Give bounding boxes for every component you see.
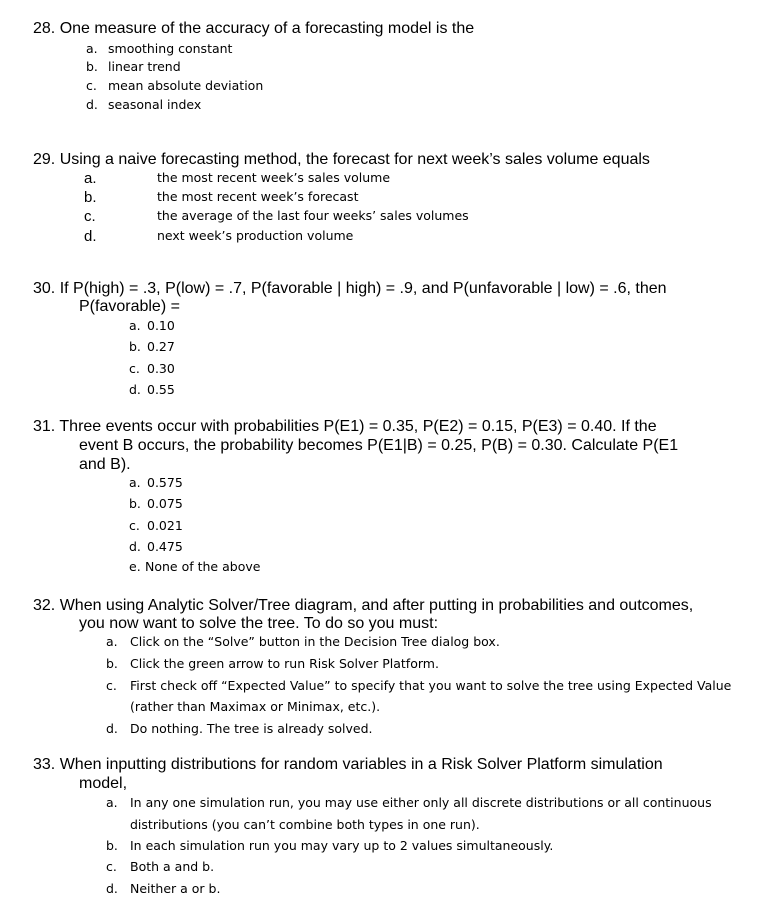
question-29-text: 29. Using a naive forecasting method, the forecast for next week’s sales volume equals bbox=[33, 151, 650, 168]
q32-option-d: d. Do nothing. The tree is already solved. bbox=[106, 721, 373, 736]
q33-option-a-continued: distributions (you can’t combine both types in one run). bbox=[130, 817, 480, 832]
q29-option-c: the average of the last four weeks’ sales volumes bbox=[157, 208, 469, 223]
q30-option-b: b. 0.27 bbox=[129, 339, 175, 354]
q33-option-b: b. In each simulation run you may vary up to 2 values simultaneously. bbox=[106, 838, 554, 853]
q30-option-d: d. 0.55 bbox=[129, 382, 175, 397]
q28-option-b: b. linear trend bbox=[86, 59, 181, 74]
q33-option-c: c. Both a and b. bbox=[106, 859, 215, 874]
q28-option-d: d. seasonal index bbox=[86, 97, 202, 112]
q29-option-d: next week’s production volume bbox=[157, 228, 354, 243]
q31-option-b: b. 0.075 bbox=[129, 496, 183, 511]
q29-option-a-label: a. bbox=[84, 170, 97, 187]
q31-option-d: d. 0.475 bbox=[129, 539, 183, 554]
q31-option-a: a. 0.575 bbox=[129, 475, 183, 490]
q29-option-b: the most recent week’s forecast bbox=[157, 189, 359, 204]
question-30-line2: P(favorable) = bbox=[79, 298, 180, 315]
q29-option-c-label: c. bbox=[84, 208, 96, 225]
q32-option-c: c. First check off “Expected Value” to specify that you want to solve the tree using Expected Value bbox=[106, 678, 732, 693]
q30-option-c: c. 0.30 bbox=[129, 361, 175, 376]
q33-option-d: d. Neither a or b. bbox=[106, 881, 221, 896]
q30-option-a: a. 0.10 bbox=[129, 318, 175, 333]
question-28-text: 28. One measure of the accuracy of a forecasting model is the bbox=[33, 20, 475, 37]
q32-option-b: b. Click the green arrow to run Risk Solver Platform. bbox=[106, 656, 439, 671]
question-31-line3: and B). bbox=[79, 456, 131, 473]
q28-option-c: c. mean absolute deviation bbox=[86, 78, 264, 93]
question-32-line1: 32. When using Analytic Solver/Tree diagram, and after putting in probabilities and outcomes, bbox=[33, 597, 694, 614]
q33-option-a: a. In any one simulation run, you may use either only all discrete distributions or all continuous bbox=[106, 795, 712, 810]
question-31-line1: 31. Three events occur with probabilities P(E1) = 0.35, P(E2) = 0.15, P(E3) = 0.40. If the bbox=[33, 418, 657, 435]
q31-option-c: c. 0.021 bbox=[129, 518, 183, 533]
question-33-line2: model, bbox=[79, 775, 128, 792]
q31-option-e: e. None of the above bbox=[129, 559, 261, 574]
question-33-line1: 33. When inputting distributions for random variables in a Risk Solver Platform simulation bbox=[33, 756, 663, 773]
question-31-line2: event B occurs, the probability becomes P(E1|B) = 0.25, P(B) = 0.30. Calculate P(E1 bbox=[79, 437, 679, 454]
q28-option-a: a. smoothing constant bbox=[86, 41, 233, 56]
question-32-line2: you now want to solve the tree. To do so you must: bbox=[79, 615, 439, 632]
q29-option-a: the most recent week’s sales volume bbox=[157, 170, 391, 185]
q32-option-c-continued: (rather than Maximax or Minimax, etc.). bbox=[130, 699, 381, 714]
question-30-line1: 30. If P(high) = .3, P(low) = .7, P(favorable | high) = .9, and P(unfavorable | low) = .6, then bbox=[33, 280, 667, 297]
q32-option-a: a. Click on the “Solve” button in the Decision Tree dialog box. bbox=[106, 634, 500, 649]
q29-option-d-label: d. bbox=[84, 228, 97, 245]
q29-option-b-label: b. bbox=[84, 189, 97, 206]
